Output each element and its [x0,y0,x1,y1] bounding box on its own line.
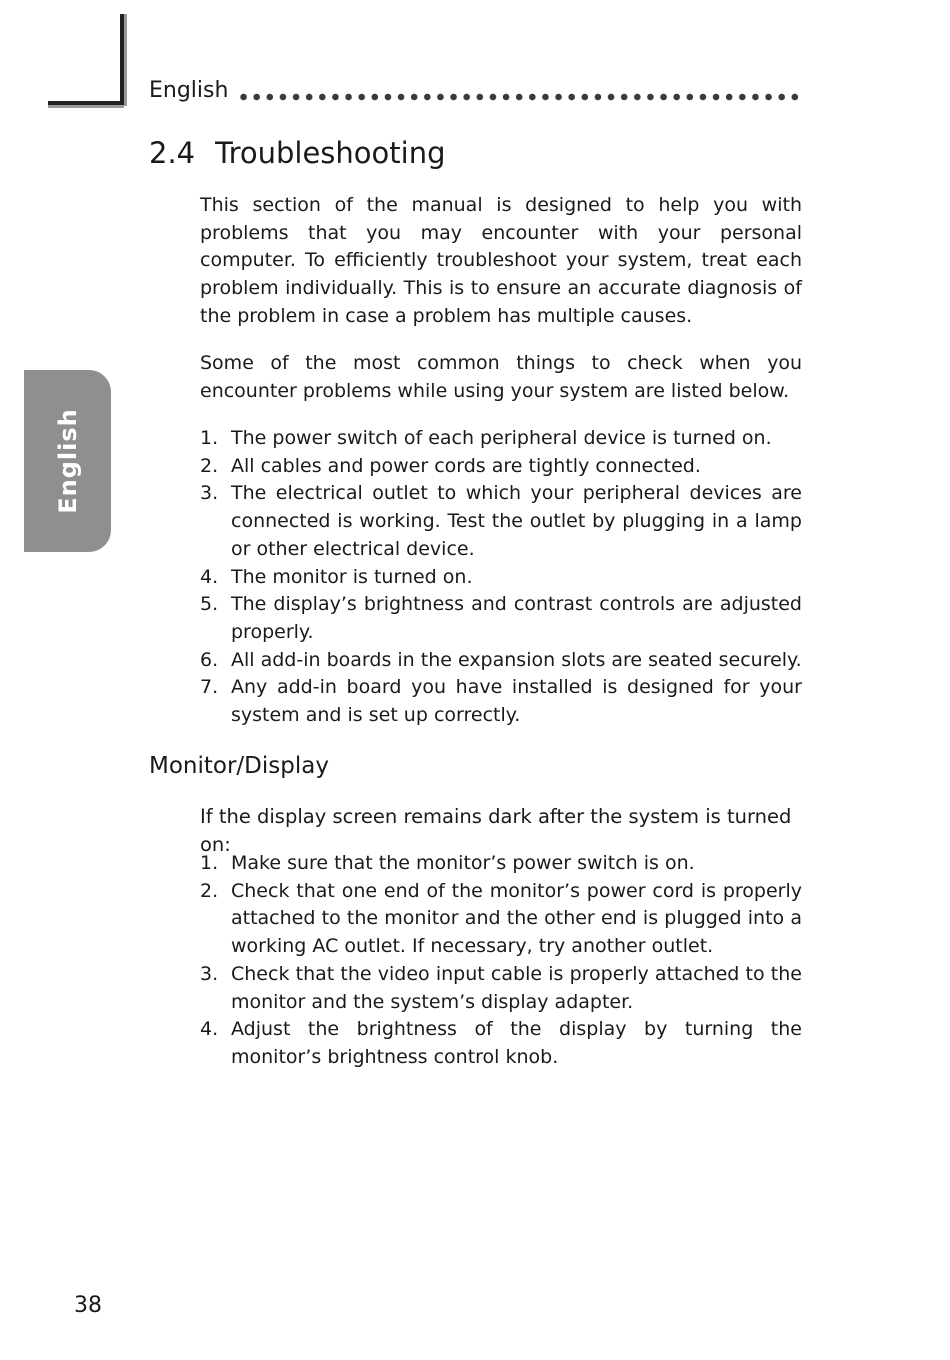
list-item [200,564,802,592]
header-language-label: English [149,78,229,103]
section-number: 2.4 [149,136,196,170]
list-item [200,425,802,453]
list-item-number: 7. [200,676,219,699]
intro-paragraph-2-text: Some of the most common things to check when you encounter problems while using your system are listed below. [200,352,802,402]
list-item-number: 4. [200,1018,219,1041]
list-item-text: Check that the video input cable is properly attached to the monitor and the system’s display adapter. [231,962,802,1013]
list-item-number: 2. [200,879,219,902]
list-item [200,453,802,481]
list-item [200,647,802,675]
list-item-number: 1. [200,427,219,449]
crop-mark-vertical [120,14,124,106]
page-number: 38 [74,1293,102,1318]
list-item-text: All cables and power cords are tightly connected. [231,454,701,477]
list-item-number: 3. [200,482,219,505]
list-item-text: Adjust the brightness of the display by turning the monitor’s brightness control knob. [231,1018,802,1068]
list-item [200,850,802,878]
list-item-text: The display’s brightness and contrast controls are adjusted properly. [231,593,802,643]
monitor-display-heading: Monitor/Display [149,753,329,779]
list-item-text: The electrical outlet to which your peripheral devices are connected is working. Test the outlet by plugging in a lamp or other electrical device. [231,482,802,560]
monitor-condition-text: If the display screen remains dark after the system is turned on: [200,805,792,856]
list-item-number: 4. [200,565,219,588]
list-item [200,961,802,1016]
list-item-text: Any add-in board you have installed is designed for your system and is set up correctly. [231,676,802,727]
side-tab-label: English [53,408,82,514]
list-item-number: 2. [200,454,219,477]
list-item [200,480,802,563]
list-item-text: The power switch of each peripheral device is turned on. [231,427,772,449]
list-item-text: All add-in boards in the expansion slots are seated securely. [231,648,802,671]
header-dotted-rule [237,93,802,101]
list-item [200,674,802,729]
crop-mark-horizontal [48,101,124,105]
list-item [200,878,802,961]
list-item [200,591,802,646]
section-title [149,134,445,172]
section-title-text: Troubleshooting [215,136,446,170]
list-item-number: 6. [200,648,219,671]
language-side-tab [24,370,111,552]
list-item-number: 5. [200,593,219,616]
list-item-text: Check that one end of the monitor’s power cord is properly attached to the monitor and the other end is plugged into a working AC outlet. If necessary, try another outlet. [231,879,802,958]
list-item-number: 3. [200,962,219,985]
list-item-number: 1. [200,852,219,874]
list-item-text: The monitor is turned on. [231,565,473,588]
list-item [200,1016,802,1071]
list-item-text: Make sure that the monitor’s power switch is on. [231,852,695,874]
checklist [200,425,802,730]
intro-paragraph-1-text: This section of the manual is designed to help you with problems that you may encounter with your personal computer. To efficiently troubleshoot your system, treat each problem individually. This is to ensure an accurate diagnosis of the problem in case a problem has multiple causes. [200,194,802,327]
intro-paragraph-2 [200,350,802,405]
monitor-steps-list [200,850,802,1072]
intro-paragraph-1 [200,192,802,331]
